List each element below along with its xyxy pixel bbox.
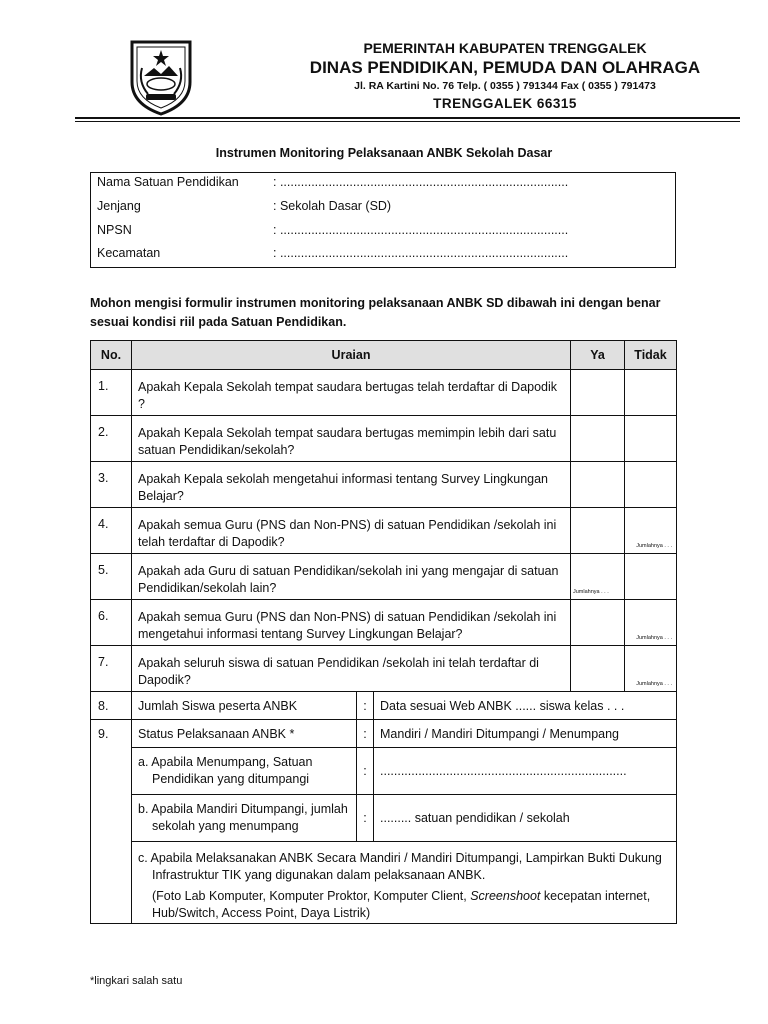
table-row <box>91 795 677 842</box>
row-colon: : <box>357 720 374 748</box>
sub-label-a <box>132 748 357 795</box>
answer-tidak-cell[interactable] <box>625 600 677 646</box>
row-label: Jumlah Siswa peserta ANBK <box>132 692 357 720</box>
identity-value: : Sekolah Dasar (SD) <box>273 199 392 213</box>
identity-label: Kecamatan <box>97 246 161 260</box>
row-label: Status Pelaksanaan ANBK * <box>132 720 357 748</box>
sub-label-b-text: b. Apabila Mandiri Ditumpangi, jumlah sekolah yang menumpang <box>138 802 348 833</box>
answer-tidak-cell[interactable] <box>625 462 677 508</box>
row-number: 6. <box>91 600 132 646</box>
question-text: Apakah Kepala Sekolah tempat saudara bertugas telah terdaftar di Dapodik ? <box>132 370 571 416</box>
identity-value[interactable]: : ................................................................................... <box>273 223 569 237</box>
address-line: Jl. RA Kartini No. 76 Telp. ( 0355 ) 791344 Fax ( 0355 ) 791473 <box>354 80 656 92</box>
answer-tidak-cell[interactable] <box>625 646 677 692</box>
footnote: *lingkari salah satu <box>90 975 183 987</box>
table-row <box>91 370 677 416</box>
monitoring-table <box>90 340 677 924</box>
document-title: Instrumen Monitoring Pelaksanaan ANBK Sekolah Dasar <box>215 146 553 160</box>
row-number: 2. <box>91 416 132 462</box>
answer-ya-cell[interactable] <box>571 600 625 646</box>
sub-c-attachments <box>138 888 670 922</box>
sub-c-paren-close: kecepatan internet, Hub/Switch, Access Point, Daya Listrik) <box>152 889 651 920</box>
sub-label-a-text: a. Apabila Menumpang, Satuan Pendidikan yang ditumpangi <box>138 755 313 786</box>
row-number: 7. <box>91 646 132 692</box>
row-colon: : <box>357 692 374 720</box>
answer-ya-cell[interactable] <box>571 416 625 462</box>
table-row <box>91 646 677 692</box>
header-uraian: Uraian <box>132 341 571 370</box>
row-number: 1. <box>91 370 132 416</box>
count-note: Jumlahnya . . . <box>636 543 672 549</box>
row-number: 8. <box>91 692 132 720</box>
identity-label: Nama Satuan Pendidikan <box>97 175 239 189</box>
table-row <box>91 692 677 720</box>
identity-label: NPSN <box>97 223 132 237</box>
header-no: No. <box>91 341 132 370</box>
table-row <box>91 416 677 462</box>
instruction-text: Mohon mengisi formulir instrumen monitoring pelaksanaan ANBK SD dibawah ini dengan benar sesuai kondisi riil pada Satuan Pendidikan. <box>90 296 661 329</box>
question-text: Apakah semua Guru (PNS dan Non-PNS) di satuan Pendidikan /sekolah ini mengetahui informasi tentang Survey Lingkungan Belajar? <box>132 600 571 646</box>
row-colon: : <box>357 795 374 842</box>
question-text: Apakah ada Guru di satuan Pendidikan/sekolah ini yang mengajar di satuan Pendidikan/sekolah lain? <box>132 554 571 600</box>
identity-box <box>90 172 676 268</box>
answer-tidak-cell[interactable] <box>625 554 677 600</box>
header-ya: Ya <box>571 341 625 370</box>
table-row <box>91 462 677 508</box>
status-options[interactable]: Mandiri / Mandiri Ditumpangi / Menumpang <box>374 720 677 748</box>
table-row <box>91 600 677 646</box>
row-number: 3. <box>91 462 132 508</box>
row-value[interactable]: Data sesuai Web ANBK ...... siswa kelas . . . <box>374 692 677 720</box>
sub-value-b[interactable]: ......... satuan pendidikan / sekolah <box>374 795 677 842</box>
government-name: PEMERINTAH KABUPATEN TRENGGALEK <box>363 40 647 56</box>
question-text: Apakah Kepala sekolah mengetahui informasi tentang Survey Lingkungan Belajar? <box>132 462 571 508</box>
table-row <box>91 554 677 600</box>
sub-c-cell <box>132 842 677 924</box>
regency-crest-icon <box>128 38 194 116</box>
row-colon: : <box>357 748 374 795</box>
row-number: 4. <box>91 508 132 554</box>
answer-tidak-cell[interactable] <box>625 370 677 416</box>
row-number: 9. <box>91 720 132 924</box>
answer-ya-cell[interactable] <box>571 646 625 692</box>
question-text: Apakah semua Guru (PNS dan Non-PNS) di satuan Pendidikan /sekolah ini telah terdaftar di Dapodik? <box>132 508 571 554</box>
count-note: Jumlahnya . . . <box>573 589 609 595</box>
header-tidak: Tidak <box>625 341 677 370</box>
table-row <box>91 720 677 748</box>
sub-c-paren-open: (Foto Lab Komputer, Komputer Proktor, Komputer Client, <box>152 889 471 903</box>
answer-ya-cell[interactable] <box>571 370 625 416</box>
answer-ya-cell[interactable] <box>571 508 625 554</box>
row-number: 5. <box>91 554 132 600</box>
header-divider-thin <box>75 121 740 122</box>
count-note: Jumlahnya . . . <box>636 681 672 687</box>
answer-ya-cell[interactable] <box>571 462 625 508</box>
identity-value[interactable]: : ................................................................................... <box>273 246 569 260</box>
sub-c-italic: Screenshoot <box>470 889 541 903</box>
header-divider <box>75 117 740 119</box>
count-note: Jumlahnya . . . <box>636 635 672 641</box>
answer-tidak-cell[interactable] <box>625 416 677 462</box>
sub-c-text: c. Apabila Melaksanakan ANBK Secara Mandiri / Mandiri Ditumpangi, Lampirkan Bukti Dukung Infrastruktur TIK yang digunakan dalam pelaksanaan ANBK. <box>138 851 662 882</box>
table-row <box>91 842 677 924</box>
identity-label: Jenjang <box>97 199 141 213</box>
identity-value[interactable]: : ................................................................................... <box>273 175 569 189</box>
question-text: Apakah Kepala Sekolah tempat saudara bertugas memimpin lebih dari satu satuan Pendidikan/sekolah? <box>132 416 571 462</box>
answer-ya-cell[interactable] <box>571 554 625 600</box>
question-text: Apakah seluruh siswa di satuan Pendidikan /sekolah ini telah terdaftar di Dapodik? <box>132 646 571 692</box>
answer-tidak-cell[interactable] <box>625 508 677 554</box>
table-header-row <box>91 341 677 370</box>
city-postcode: TRENGGALEK 66315 <box>433 96 577 111</box>
table-row <box>91 508 677 554</box>
table-row <box>91 748 677 795</box>
department-name: DINAS PENDIDIKAN, PEMUDA DAN OLAHRAGA <box>309 58 701 77</box>
sub-label-b <box>132 795 357 842</box>
sub-value-a[interactable]: ....................................................................... <box>374 748 677 795</box>
